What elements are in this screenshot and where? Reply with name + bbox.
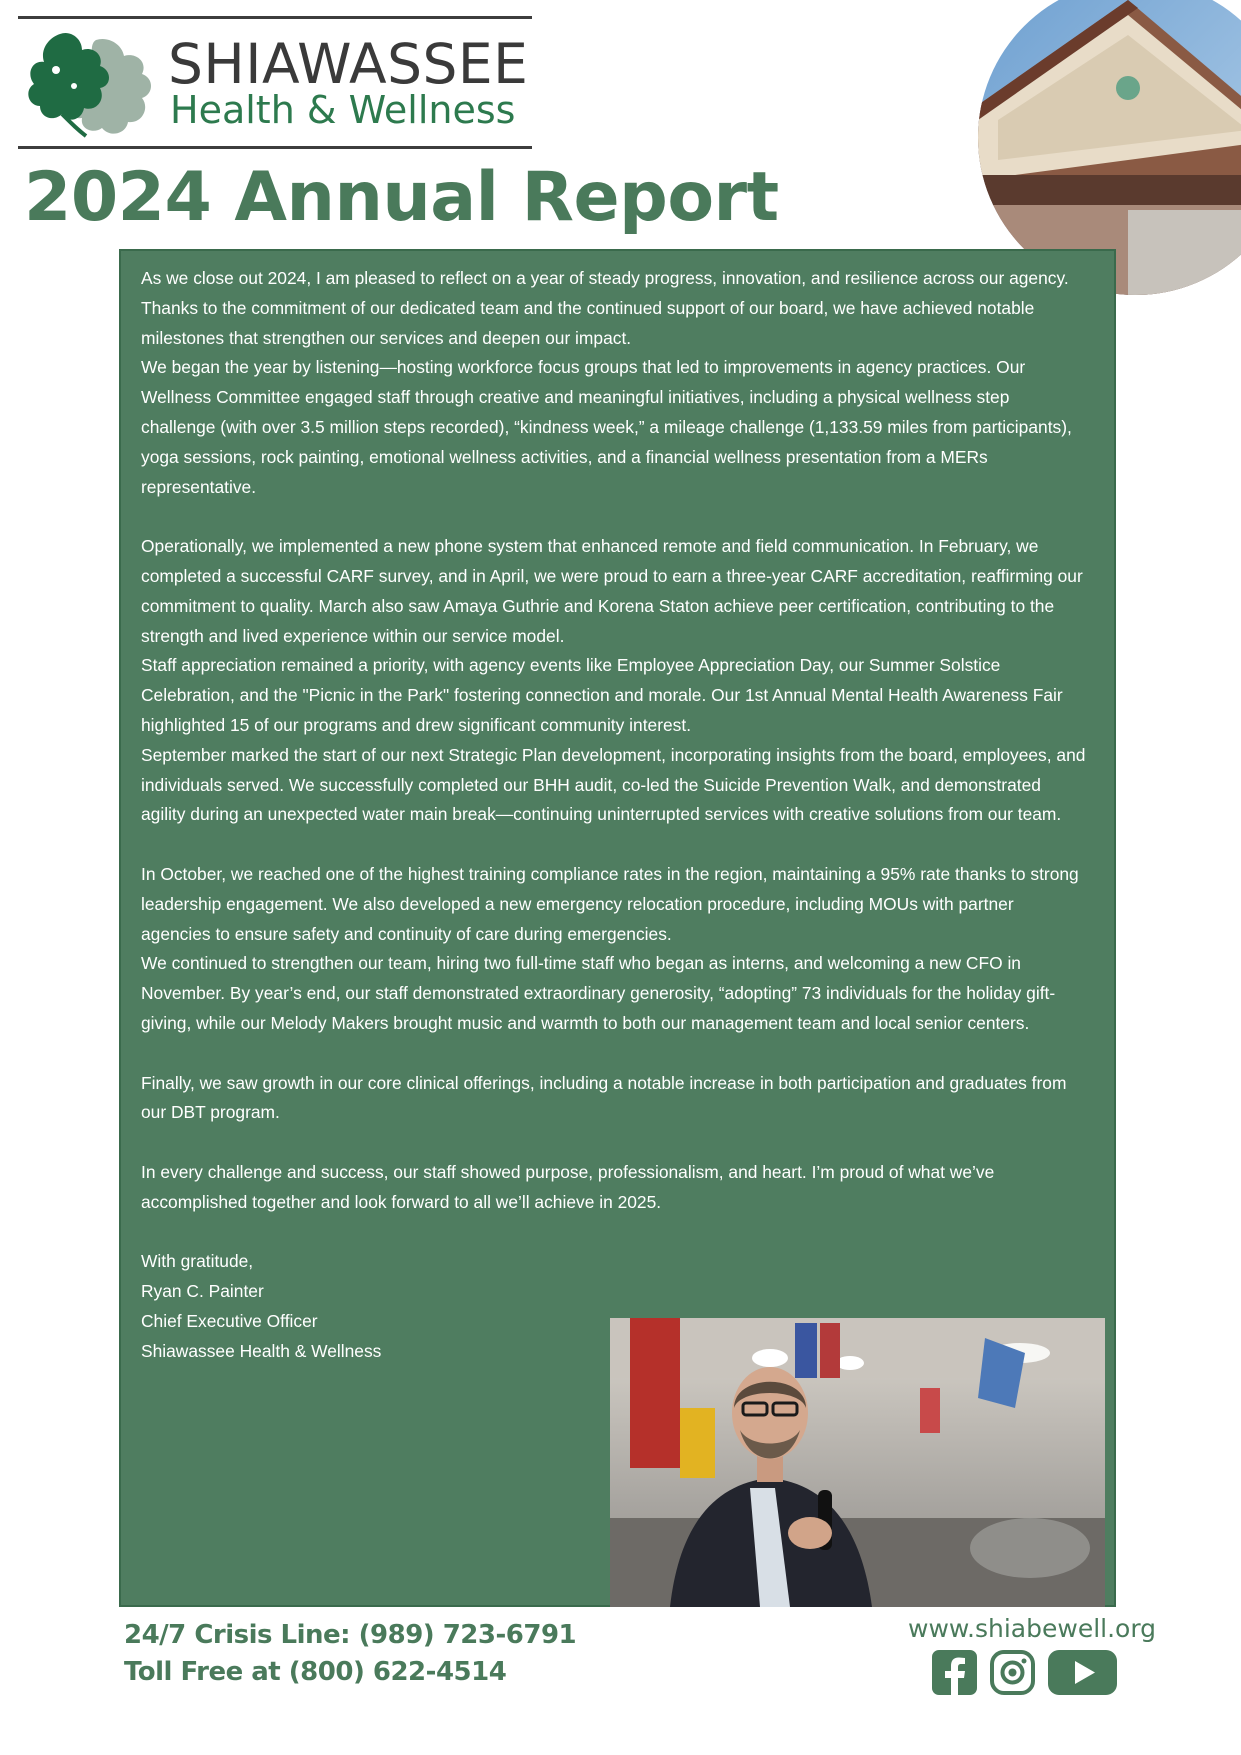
signer-title: Chief Executive Officer (141, 1310, 318, 1331)
logo-wordmark-secondary: Health & Wellness (170, 88, 516, 132)
signer-name: Ryan C. Painter (141, 1281, 264, 1302)
letter-paragraph: Finally, we saw growth in our core clinical offerings, including a notable increase in both participation and graduates from our DBT program. (141, 1072, 1067, 1123)
website-link[interactable]: www.shiabewell.org (908, 1614, 1157, 1643)
ceo-letter (141, 264, 1087, 1366)
oak-leaf-logo-icon (26, 30, 158, 138)
toll-free-number: Toll Free at (800) 622-4514 (124, 1657, 507, 1687)
signer-organization: Shiawassee Health & Wellness (141, 1340, 382, 1361)
letter-paragraph: In October, we reached one of the highest training compliance rates in the region, maintaining a 95% rate thanks to strong leadership engagement. We also developed a new emergency relocation procedure, including MOUs with partner agencies to ensure safety and continuity of care during emergencies. (141, 863, 1079, 944)
logo-bottom-rule (18, 146, 532, 149)
instagram-icon[interactable] (990, 1650, 1035, 1695)
logo-top-rule (18, 16, 532, 19)
crisis-line: 24/7 Crisis Line: (989) 723-6791 (124, 1620, 577, 1650)
letter-paragraph: Staff appreciation remained a priority, with agency events like Employee Appreciation Day, our Summer Solstice Celebration, and the "Picnic in the Park" fostering connection and morale. Our 1st Annual Mental Health Awareness Fair highlighted 15 of our programs and drew significant community interest. (141, 655, 1063, 735)
facebook-icon[interactable] (932, 1650, 977, 1695)
ceo-speaking-photo (610, 1318, 1105, 1607)
letter-paragraph: As we close out 2024, I am pleased to reflect on a year of steady progress, innovation, and resilience across our agency. Thanks to the commitment of our dedicated team and the continued support of our board, we have achieved notable milestones that strengthen our services and deepen our impact. (141, 268, 1069, 348)
youtube-icon[interactable] (1048, 1650, 1117, 1695)
letter-paragraph: We began the year by listening—hosting workforce focus groups that led to improvements in agency practices. Our Wellness Committee engaged staff through creative and meaningful initiatives, including a physical wellness step challenge (with over 3.5 million steps recorded), “kindness week,” a mileage challenge (1,133.59 miles from participants), yoga sessions, rock painting, emotional wellness activities, and a financial wellness presentation from a MERs representative. (141, 357, 1072, 497)
letter-paragraph: Operationally, we implemented a new phone system that enhanced remote and field communication. In February, we completed a successful CARF survey, and in April, we were proud to earn a three-year CARF accreditation, reaffirming our commitment to quality. March also saw Amaya Guthrie and Korena Staton achieve peer certification, contributing to the strength and lived experience within our service model. (141, 536, 1083, 646)
page-title: 2024 Annual Report (24, 158, 779, 237)
letter-paragraph: In every challenge and success, our staff showed purpose, professionalism, and heart. I’m proud of what we’ve accomplished together and look forward to all we’ll achieve in 2025. (141, 1161, 995, 1212)
letter-paragraph: We continued to strengthen our team, hiring two full-time staff who began as interns, and welcoming a new CFO in November. By year’s end, our staff demonstrated extraordinary generosity, “adopting” 73 individuals for the holiday gift-giving, while our Melody Makers brought music and warmth to both our management team and local senior centers. (141, 953, 1056, 1033)
letter-closing: With gratitude, (141, 1251, 254, 1272)
letter-paragraph: September marked the start of our next Strategic Plan development, incorporating insights from the board, employees, and individuals served. We successfully completed our BHH audit, co-led the Suicide Prevention Walk, and demonstrated agility during an unexpected water main break—continuing uninterrupted services with creative solutions from our team. (141, 744, 1086, 825)
logo-wordmark-primary: SHIAWASSEE (168, 32, 529, 96)
